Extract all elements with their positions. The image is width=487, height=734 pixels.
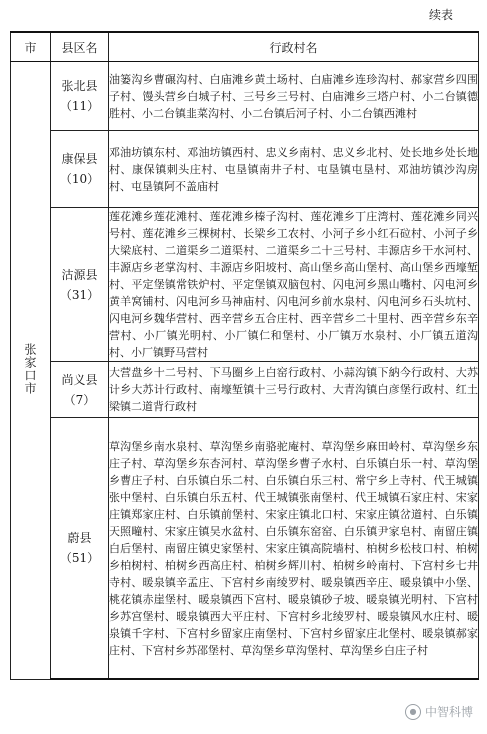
county-name: 康保县: [61, 152, 98, 166]
table-row: [11, 362, 479, 418]
header-county: 县区名: [51, 32, 109, 62]
table-row: [11, 418, 479, 680]
county-name: 沽源县: [61, 267, 98, 282]
villages-cell: 莲花滩乡莲花滩村、莲花滩乡榛子沟村、莲花滩乡丁庄湾村、莲花滩乡同兴号村、莲花滩乡三棵树村、长梁乡工农村、小河子乡小红石砬村、小河子乡大梁底村、二道渠乡二道渠村、二道渠乡二十三号村、丰源店乡干水河村、丰源店乡老掌沟村、丰源店乡阳坡村、高山堡乡高山堡村、高山堡乡西壕堑村、平定堡镇常铁炉村、平定堡镇双脑包村、闪电河乡黑山嘴村、闪电河乡黄羊窝铺村、闪电河乡马神庙村、闪电河乡前水泉村、闪电河乡石头坑村、闪电河乡魏华营村、西辛营乡五合庄村、西辛营乡二十里村、西辛营乡东辛营村、小厂镇光明村、小厂镇仁和堡村、小厂镇万水泉村、小厂镇五道沟村、小厂镇野马营村: [109, 208, 479, 362]
city-name: 张家口市: [23, 342, 37, 395]
header-villages: 行政村名: [109, 32, 479, 62]
village-count: （10）: [59, 172, 100, 186]
county-cell: [51, 131, 109, 208]
county-name: 张北县: [61, 79, 98, 93]
table-header-row: [11, 32, 479, 62]
continued-label: 续表: [428, 8, 453, 22]
villages-cell: 草沟堡乡南水泉村、草沟堡乡南骆驼庵村、草沟堡乡麻田岭村、草沟堡乡东庄子村、草沟堡乡东杏河村、草沟堡乡曹子水村、白乐镇白乐一村、草沟堡乡曹庄子村、白乐镇白乐二村、白乐镇白乐三村、常宁乡上寺村、代王城镇张中堡村、白乐镇白乐五村、代王城镇张南堡村、代王城镇石家庄村、宋家庄镇郑家庄村、白乐镇前堡村、宋家庄镇北口村、宋家庄镇岔道村、白乐镇天照疃村、宋家庄镇吴水盆村、白乐镇东窑窑、白乐镇尹家皂村、南留庄镇白后堡村、南留庄镇史家堡村、宋家庄镇高院墙村、柏树乡松枝口村、柏树乡柏树村、柏树乡西高庄村、柏树乡辉川村、柏树乡岭南村、下宫村乡七井寺村、暖泉镇辛孟庄、下宫村乡南绫罗村、暖泉镇西辛庄、暖泉镇中小堡、桃花镇赤崖堡村、暖泉镇西下宫村、暖泉镇砂子坡、暖泉镇光明村、下宫村乡苏宫堡村、暖泉镇西大平庄村、下宫村乡北绫罗村、暖泉镇风水庄村、暖泉镇千字村、下宫村乡留家庄南堡村、下宫村乡留家庄北堡村、暖泉镇郝家庄村、下宫村乡苏邵堡村、草沟堡乡草沟堡村、草沟堡乡白庄子村: [109, 418, 479, 680]
wechat-logo-icon: ●: [405, 704, 421, 720]
header-city: 市: [11, 32, 51, 62]
table-row: [11, 208, 479, 362]
watermark: [405, 703, 473, 720]
village-table: [10, 31, 479, 680]
city-cell: [11, 62, 51, 680]
county-name: 尚义县: [61, 372, 98, 387]
villages-cell: 油篓沟乡曹碾沟村、白庙滩乡黄土场村、白庙滩乡连珍沟村、郝家营乡四围子村、馒头营乡白城子村、三号乡三号村、白庙滩乡三塔户村、小二台镇德胜村、小二台镇韭菜沟村、小二台镇后河子村、小二台镇西滩村: [109, 62, 479, 131]
county-cell: [51, 418, 109, 680]
village-count: （11）: [59, 99, 100, 113]
county-name: 蔚县: [67, 531, 92, 545]
county-cell: [51, 208, 109, 362]
watermark-text: 中智科博: [424, 705, 473, 719]
villages-cell: 大营盘乡十二号村、下马圈乡上白窑行政村、小蒜沟镇下納今行政村、大苏计乡大苏计行政村、南壕堑镇十三号行政村、大青沟镇白彦堡行政村、红土梁镇二道背行政村: [109, 362, 479, 418]
villages-cell: 邓油坊镇东村、邓油坊镇西村、忠义乡南村、忠义乡北村、处长地乡处长地村、康保镇刺头庄村、屯垦镇南井子村、屯垦镇屯垦村、邓油坊镇沙沟房村、屯垦镇阿不盖庙村: [109, 131, 479, 208]
table-row: [11, 62, 479, 131]
village-count: （7）: [63, 392, 96, 407]
village-count: （51）: [59, 551, 100, 565]
county-cell: [51, 362, 109, 418]
table-row: [11, 131, 479, 208]
county-cell: [51, 62, 109, 131]
village-count: （31）: [59, 287, 100, 302]
